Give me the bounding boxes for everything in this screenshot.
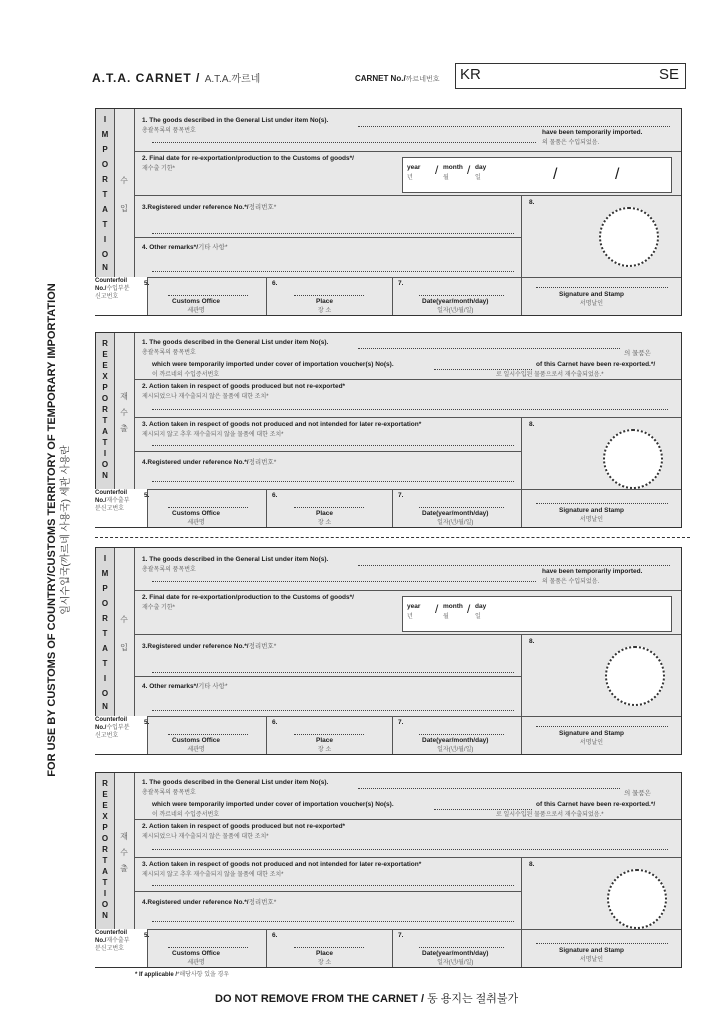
carnet-series-field[interactable]: SE	[655, 63, 686, 89]
counterfoil-label: Counterfoil No./수입부분 신고번호	[95, 277, 148, 315]
stamp-circle[interactable]	[607, 869, 667, 929]
field-4-label: 4. Other remarks*/기타 사항*	[142, 244, 228, 251]
reexportation-voucher-1: R E E X P O R T A T I O N 재 수 출 1. The goods described in the General List under item No(s). 총괄목록의 품목번호 의 물품은 which were temporarily imported under cover of importation voucher(s) No(s). 이 까르네의 수입증서번호 of this Carnet have been re-exported.*/ 로 일시수입된 물품으로서 재수출되었음.* 2. Action taken in respect of goods produced but not re-exported* 제시되었으나 재수출되지 않은 물품에 대한 조치* 3. Action taken in respect of goods not produced and not intended for later re-exportation* 제시되지 않고 추후 재수출되지 않을 물품에 대한 조치* 4.Registered under reference No.*/정리번호* 8. Counterfoil No./재수출부 분신고번호 5. 6. 7. Customs Office 세관명 Place 장 소 Date(year/month/day) 일자(년/월/일) Signature and Stamp 서명날인	[95, 332, 682, 528]
field-1-label: 1. The goods described in the General List under item No(s). 총괄목록의 품목번호	[142, 117, 329, 134]
stamp-circle[interactable]	[599, 207, 659, 267]
stamp-circle[interactable]	[603, 429, 663, 489]
if-applicable-note: * If applicable /*해당사항 있을 경우	[135, 972, 230, 978]
field-3-label: 3.Registered under reference No.*/정리번호*	[142, 204, 277, 211]
do-not-remove-notice: DO NOT REMOVE FROM THE CARNET / 동 용지는 절취불가	[215, 993, 519, 1005]
reexportation-voucher-2: R E E X P O R T A T I O N 재 수 출 1. The goods described in the General List under item No(s). 총괄목록의 품목번호 의 물품은 which were temporarily imported under cover of importation voucher(s) No(s). 이 까르네의 수입증서번호 of this Carnet have been re-exported.*/ 로 일시수입된 물품으로서 재수출되었음.* 2. Action taken in respect of goods produced but not re-exported* 제시되었으나 재수출되지 않은 물품에 대한 조치* 3. Action taken in respect of goods not produced and not intended for later re-exportation* 제시되지 않고 추후 재수출되지 않을 물품에 대한 조치* 4.Registered under reference No.*/정리번호* 8. Counterfoil No./재수출부 분신고번호 5. 6. 7. Customs Office 세관명 Place 장 소 Date(year/month/day) 일자(년/월/일) Signature and Stamp 서명날인	[95, 772, 682, 968]
carnet-title: A.T.A. CARNET / A.T.A.까르네	[92, 71, 261, 85]
carnet-no-field[interactable]: KR	[455, 63, 657, 89]
stamp-circle[interactable]	[605, 646, 665, 706]
final-date-box[interactable]: year 년 / month 월 / day 일	[402, 596, 672, 632]
importation-voucher-2: I M P O R T A T I O N 수 입 1. The goods described in the General List under item No(s). 총괄목록의 품목번호 have been temporarily imported. 의 물품은 수입되었음. 2. Final date for re-exportation/production to the Customs of goods*/ 재수출 기한* year 년 / month 월 / day 일 3.Registered under reference No.*/정리번호* 4. Other remarks*/기타 사항* 8. Counterfoil No./수입부분 신고번호 5. 6. 7. Customs Office 세관명 Place 장 소 Date(year/month/day) 일자(년/월/일) Signature and Stamp 서명날인	[95, 547, 682, 755]
importation-voucher-1: I M P O R T A T I O N 수 입 1. The goods described in the General List under item No(s). 총괄목록의 품목번호 have been temporarily imported. 의 물품은 수입되었음. 2. Final date for re-exportation/production to the Customs of goods*/ 재수출 기한* year 년 / month 월 / day 일 / / 3.Registered under reference No.*/정리번호* 4. Other remarks*/기타 사항* 8. Counterfoil No./수입부분 신고번호 5. 6. 7. Customs Office 세관명 Place 장 소 Date(year/month/day) 일자(년/월/일) Signature and Stamp 서명날인	[95, 108, 682, 316]
tear-line	[95, 537, 690, 538]
voucher-title-strip: I M P O R T A T I O N	[96, 109, 115, 277]
field-1-line[interactable]	[358, 126, 670, 127]
field-2-label: 2. Final date for re-exportation/production to the Customs of goods*/ 재수출 기한*	[142, 155, 354, 172]
final-date-box[interactable]: year 년 / month 월 / day 일 / /	[402, 157, 672, 193]
carnet-no-label: CARNET No./까르네번호	[355, 74, 440, 83]
